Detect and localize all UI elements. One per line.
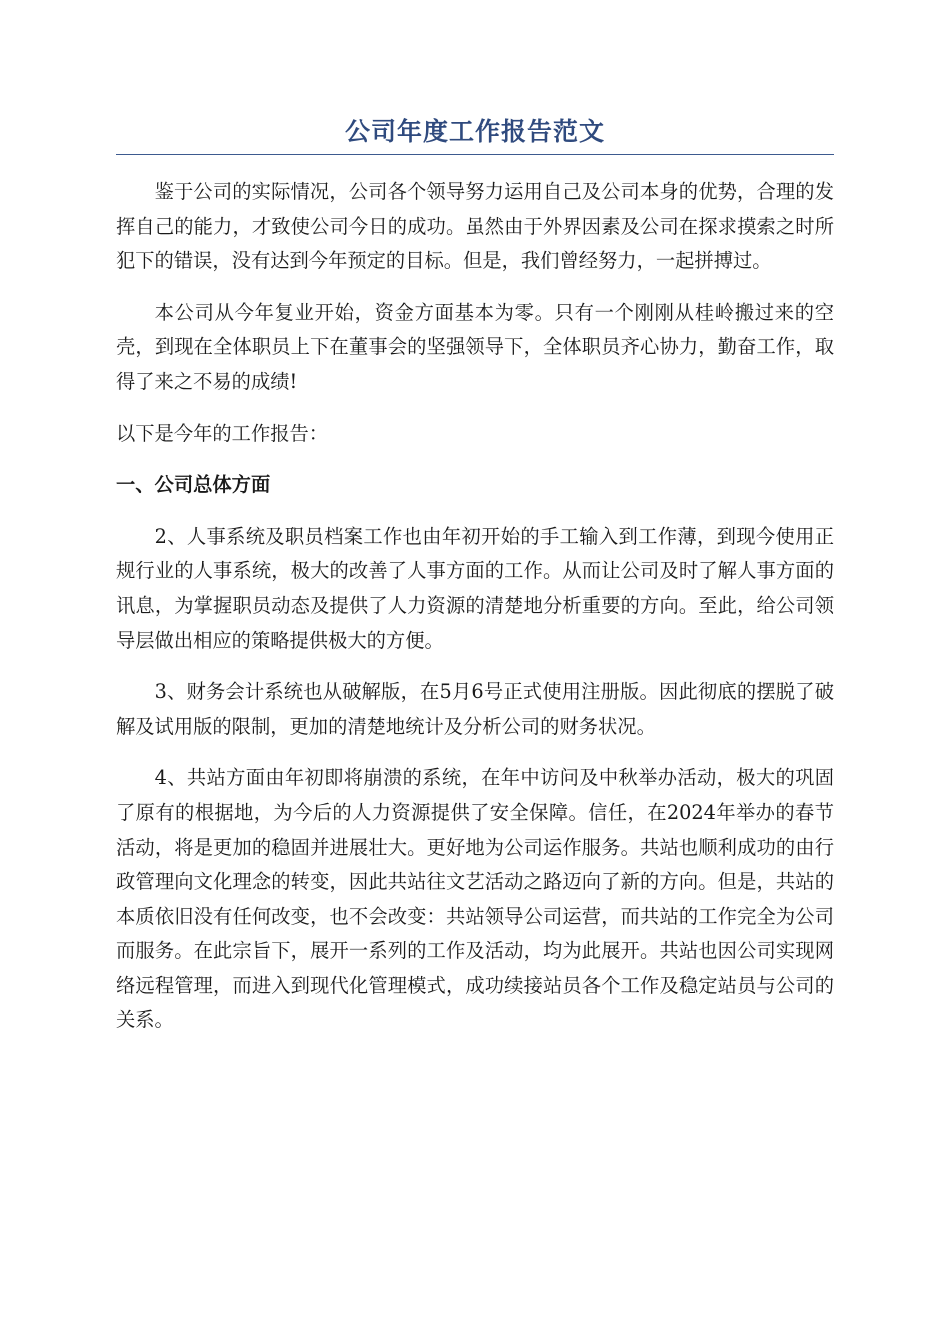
paragraph-report-lead: 以下是今年的工作报告： <box>116 421 329 445</box>
paragraph-intro: 鉴于公司的实际情况，公司各个领导努力运用自己及公司本身的优势，合理的发挥自己的能力，才致使公司今日的成功。虽然由于外界因素及公司在探求摸索之时所犯下的错误，没有达到今年预定的目标。但是，我们曾经努力，一起拼搏过。 <box>116 180 834 273</box>
paragraph-item-4: 4、共站方面由年初即将崩溃的系统，在年中访问及中秋举办活动，极大的巩固了原有的根据地，为今后的人力资源提供了安全保障。信任，在2024年举办的春节活动，将是更加的稳固并进展壮大。更好地为公司运作服务。共站也顺利成功的由行政管理向文化理念的转变，因此共站往文艺活动之路迈向了新的方向。但是，共站的本质依旧没有任何改变，也不会改变：共站领导公司运营，而共站的工作完全为公司而服务。在此宗旨下，展开一系列的工作及活动，均为此展开。共站也因公司实现网络远程管理，而进入到现代化管理模式，成功续接站员各个工作及稳定站员与公司的关系。 <box>116 766 834 1032</box>
paragraph-item-2: 2、人事系统及职员档案工作也由年初开始的手工输入到工作薄，到现今使用正规行业的人事系统，极大的改善了人事方面的工作。从而让公司及时了解人事方面的讯息，为掌握职员动态及提供了人力资源的清楚地分析重要的方向。至此，给公司领导层做出相应的策略提供极大的方便。 <box>116 524 834 652</box>
paragraph-item-3: 3、财务会计系统也从破解版，在5月6号正式使用注册版。因此彻底的摆脱了破解及试用版的限制，更加的清楚地统计及分析公司的财务状况。 <box>116 680 834 738</box>
paragraph-background: 本公司从今年复业开始，资金方面基本为零。只有一个刚刚从桂岭搬过来的空壳，到现在全体职员上下在董事会的坚强领导下，全体职员齐心协力，勤奋工作，取得了来之不易的成绩! <box>116 300 834 393</box>
document-body <box>116 175 834 1038</box>
document-title: 公司年度工作报告范文 <box>116 112 834 155</box>
section-heading: 一、公司总体方面 <box>116 473 271 497</box>
document-page <box>116 112 834 1038</box>
